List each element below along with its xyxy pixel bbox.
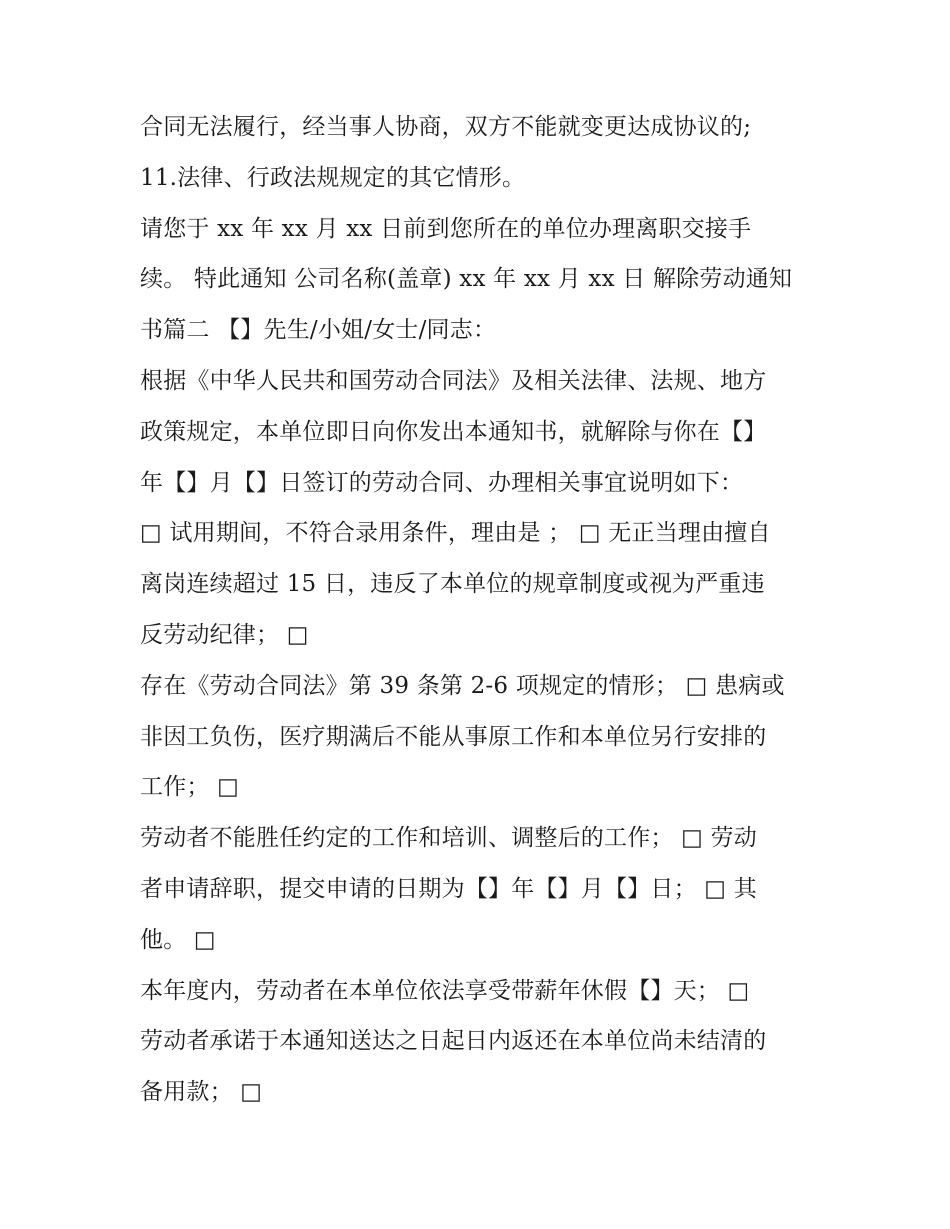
text-line: 工作； □ xyxy=(140,774,240,801)
text-line: 合同无法履行，经当事人协商，双方不能就变更达成协议的; xyxy=(140,114,752,140)
text-line: 根据《中华人民共和国劳动合同法》及相关法律、法规、地方 xyxy=(140,367,767,394)
text-line: 年【】月【】日签订的劳动合同、办理相关事宜说明如下： xyxy=(140,469,744,496)
text-line: 本年度内，劳动者在本单位依法享受带薪年休假【】天； □ xyxy=(140,977,750,1004)
text-line: 续。 特此通知 公司名称(盖章) xx 年 xx 月 xx 日 解除劳动通知 xyxy=(140,266,793,293)
text-line: 存在《劳动合同法》第 39 条第 2-6 项规定的情形； □ 患病或 xyxy=(140,672,785,699)
document-body xyxy=(140,102,820,1118)
text-line: 请您于 xx 年 xx 月 xx 日前到您所在的单位办理离职交接手 xyxy=(140,215,752,242)
text-line: 者申请辞职，提交申请的日期为【】年【】月【】日； □ 其 xyxy=(140,875,757,902)
text-line: 书篇二 【】先生/小姐/女士/同志： xyxy=(140,317,497,344)
text-line: □ 试用期间，不符合录用条件，理由是 ； □ 无正当理由擅自 xyxy=(140,520,771,547)
text-line: 劳动者不能胜任约定的工作和培训、调整后的工作； □ 劳动 xyxy=(140,825,757,852)
text-line: 反劳动纪律； □ xyxy=(140,621,309,648)
text-line: 劳动者承诺于本通知送达之日起日内返还在本单位尚未结清的 xyxy=(140,1028,767,1055)
text-line: 备用款； □ xyxy=(140,1079,263,1106)
text-line: 非因工负伤，医疗期满后不能从事原工作和本单位另行安排的 xyxy=(140,723,767,750)
text-line: 他。 □ xyxy=(140,926,216,953)
text-line: 政策规定，本单位即日向你发出本通知书，就解除与你在【】 xyxy=(140,418,767,445)
text-line: 离岗连续超过 15 日，违反了本单位的规章制度或视为严重违 xyxy=(140,571,765,598)
text-line: 11.法律、行政法规规定的其它情形。 xyxy=(140,164,526,191)
